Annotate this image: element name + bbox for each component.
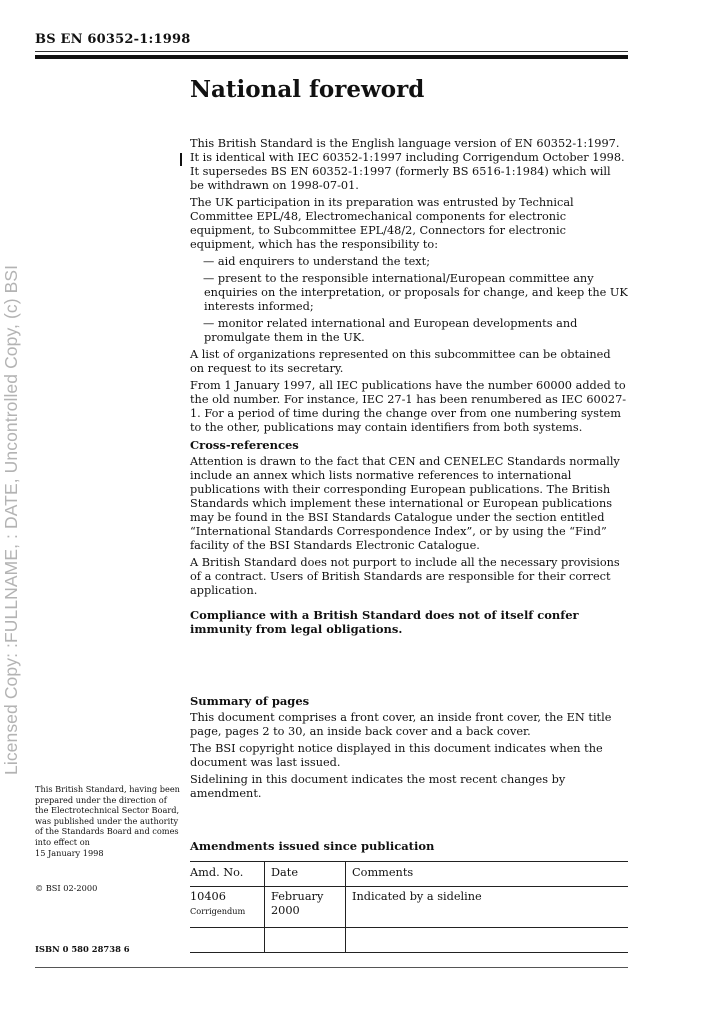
column-header-comments: Comments [346,862,629,887]
license-watermark: Licensed Copy: :FULLNAME, : DATE, Uncontrolled Copy, (c) BSI [1,264,21,775]
copyright-notice: © BSI 02-2000 [35,883,98,893]
amd-no: 10406 [190,890,226,903]
foreword-body [190,137,628,639]
table-row [190,887,628,928]
footer-rule [35,967,628,968]
header-thick-rule [35,55,628,59]
summary-heading: Summary of pages [190,694,310,708]
list-item: — aid enquirers to understand the text; [203,255,431,268]
publication-sidenote [35,784,181,858]
comments-cell: Indicated by a sideline [346,887,629,928]
amendments-table [190,861,628,953]
table-header-row [190,862,628,887]
summary-paragraph: The BSI copyright notice displayed in this document indicates when the document was last issued. [190,742,603,769]
amd-no-cell [190,887,265,928]
sidenote-date: 15 January 1998 [35,847,104,858]
empty-cell [346,928,629,953]
paragraph-organizations: A list of organizations represented on this subcommittee can be obtained on request to its secretary. [190,348,611,375]
sidenote-text: This British Standard, having been prepared under the direction of the Electrotechnical Sector Board, was published under the authority of the Standards Board and comes into effect on [35,784,180,847]
summary-paragraph: This document comprises a front cover, an inside front cover, the EN title page, pages 2 to 30, an inside back cover and a back cover. [190,711,612,738]
date-cell [265,887,346,928]
paragraph-participation: The UK participation in its preparation was entrusted by Technical Committee EPL/48, Electromechanical components for electronic equipment, to Subcommittee EPL/48/2, Connectors for electronic equipment, which has the responsibility to: [190,196,574,251]
paragraph-intro: This British Standard is the English language version of EN 60352-1:1997. It is identical with IEC 60352-1:1997 including Corrigendum October 1998. It supersedes BS EN 60352-1:1997 (formerly BS 6516-1:1984) which will be withdrawn on 1998-07-01. [190,137,625,192]
isbn: ISBN 0 580 28738 6 [35,944,130,954]
list-item: — monitor related international and European developments and promulgate them in the UK. [203,317,578,344]
amendment-sideline [180,153,182,166]
list-item: — present to the responsible international/European committee any enquiries on the interpretation, or proposals for change, and keep the UK interests informed; [203,272,628,313]
column-header-date: Date [265,862,346,887]
cross-references-heading: Cross-references [190,438,299,452]
summary-of-pages [190,694,628,804]
empty-cell [190,928,265,953]
summary-paragraph: Sidelining in this document indicates the most recent changes by amendment. [190,773,566,800]
empty-cell [265,928,346,953]
table-row-empty [190,928,628,953]
paragraph-cross-references: Attention is drawn to the fact that CEN and CENELEC Standards normally include an annex which lists normative references to international publications with their corresponding European publications. The British Standards which implement these international or European publications may be found in the BSI Standards Catalogue under the section entitled “International Standards Correspondence Index”, or by using the “Find” facility of the BSI Standards Electronic Catalogue. [190,455,620,552]
date-line: 2000 [271,904,300,917]
paragraph-numbering: From 1 January 1997, all IEC publications have the number 60000 added to the old number. For instance, IEC 27-1 has been renumbered as IEC 60027-1. For a period of time during the change over from one numbering system to the other, publications may contain identifiers from both systems. [190,379,627,434]
header-thin-rule [35,51,628,52]
compliance-statement: Compliance with a British Standard does not of itself confer immunity from legal obligations. [190,608,579,636]
document-id-header: BS EN 60352-1:1998 [35,32,191,47]
amd-note: Corrigendum [190,906,246,916]
paragraph-provisions: A British Standard does not purport to include all the necessary provisions of a contract. Users of British Standards are responsible for their correct application. [190,556,620,597]
date-line: February [271,890,324,903]
column-header-amd-no: Amd. No. [190,862,265,887]
amendments-heading: Amendments issued since publication [190,839,435,853]
page-title: National foreword [190,76,425,103]
